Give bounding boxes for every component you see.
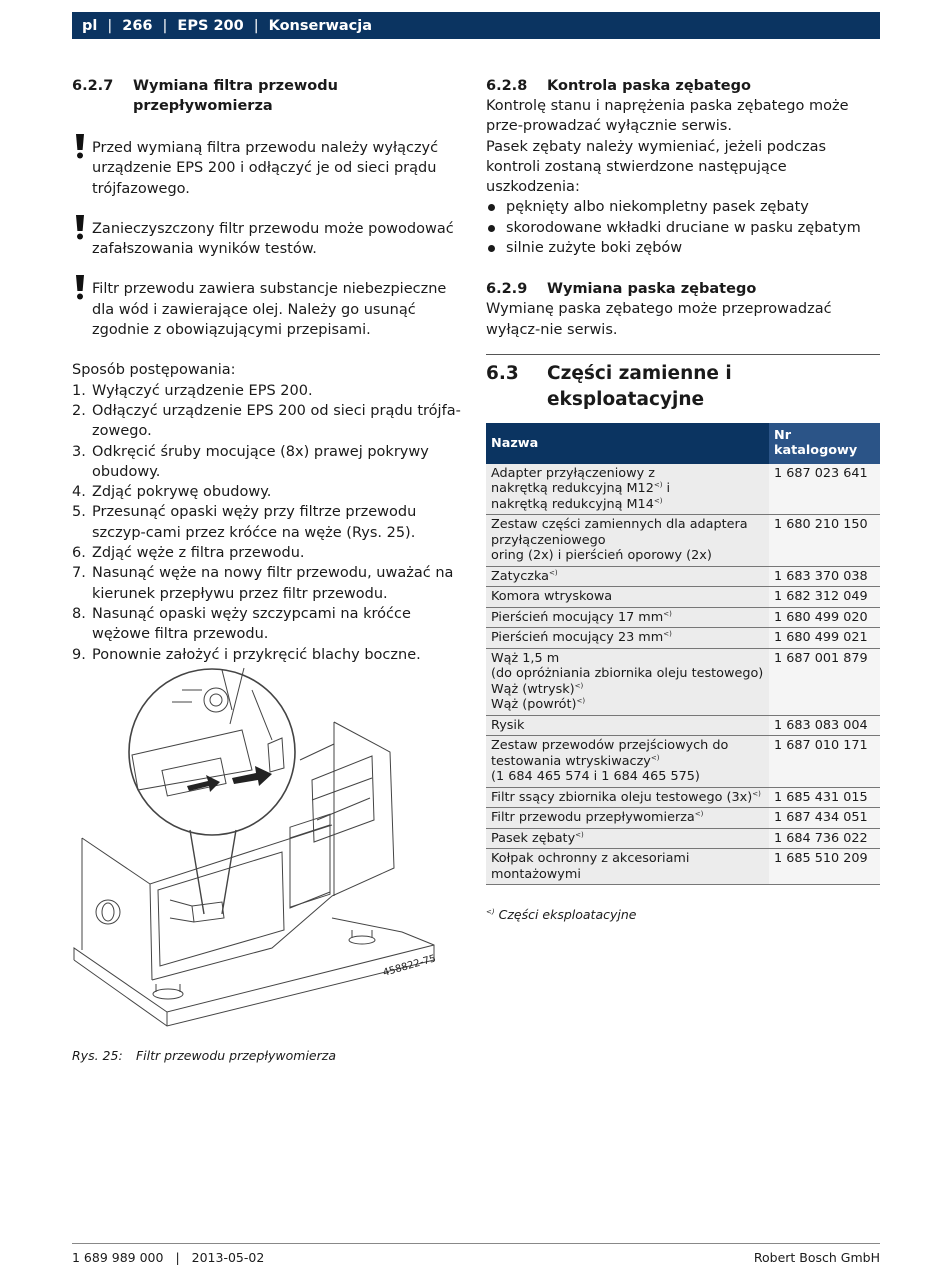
list-item: 4. Zdjąć pokrywę obudowy.	[72, 484, 272, 501]
table-row	[486, 715, 880, 736]
list-item: pęknięty albo niekompletny pasek zębaty	[486, 197, 880, 217]
part-name: Kołpak ochronny z akcesoriami montażowymi	[486, 849, 769, 885]
table-row	[486, 828, 880, 849]
procedure-steps	[72, 381, 464, 665]
footnote-text: Części eksploatacyjne	[498, 907, 637, 923]
part-name: Pasek zębaty<)	[486, 828, 769, 849]
header-separator: |	[253, 17, 259, 34]
footer-company: Robert Bosch GmbH	[753, 1250, 880, 1265]
catalog-number: 1 680 210 150	[769, 515, 880, 567]
damage-list	[486, 197, 880, 258]
warning-note	[72, 138, 464, 199]
table-row	[486, 787, 880, 808]
footnote-marker: <)	[486, 908, 495, 917]
list-item: 9. Ponownie założyć i przykręcić blachy boczne.	[72, 646, 421, 663]
section-heading-6-2-9	[486, 279, 880, 299]
part-name: Zestaw przewodów przejściowych do testowania wtryskiwaczy<) (1 684 465 574 i 1 684 465 575)	[486, 736, 769, 788]
footer-left	[72, 1250, 264, 1265]
section-title: Wymiana filtra przewodu przepływomierza	[133, 78, 338, 114]
list-item: skorodowane wkładki druciane w pasku zębatym	[486, 218, 880, 238]
part-name: Adapter przyłączeniowy z nakrętką redukcyjną M12<) i nakrętką redukcyjną M14<)	[486, 464, 769, 515]
section-title: Części zamienne i eksploatacyjne	[547, 362, 732, 410]
list-item: 2. Odłączyć urządzenie EPS 200 od sieci prądu trójfa-zowego.	[72, 402, 461, 440]
catalog-number: 1 687 001 879	[769, 648, 880, 715]
section-heading-6-2-7	[72, 76, 464, 116]
figure-caption	[72, 1048, 336, 1063]
list-item: 7. Nasunąć węże na nowy filtr przewodu, uważać na kierunek przepływu przez filtr przewodu.	[72, 565, 454, 602]
table-row	[486, 607, 880, 628]
exclamation-icon	[74, 215, 86, 241]
paragraph: Wymianę paska zębatego może przeprowadzać wyłącz-nie serwis.	[486, 301, 832, 338]
footer-divider	[72, 1243, 880, 1244]
header-page-number: 266	[122, 17, 153, 34]
table-row	[486, 566, 880, 587]
catalog-number: 1 683 083 004	[769, 715, 880, 736]
section-title: Wymiana paska zębatego	[547, 281, 757, 298]
part-name: Rysik	[486, 715, 769, 736]
list-item: 3. Odkręcić śruby mocujące (8x) prawej pokrywy obudowy.	[72, 443, 429, 480]
doc-date: 2013-05-02	[191, 1250, 265, 1265]
footer-separator: |	[175, 1250, 180, 1265]
header-lang: pl	[82, 17, 98, 34]
caption-label: Rys. 25:	[72, 1048, 123, 1063]
exclamation-icon	[74, 275, 86, 301]
catalog-number: 1 680 499 020	[769, 607, 880, 628]
paragraph: Kontrolę stanu i naprężenia paska zębatego może prze-prowadzać wyłącznie serwis.	[486, 98, 849, 135]
table-row	[486, 628, 880, 649]
warning-text: Filtr przewodu zawiera substancje niebezpieczne dla wód i zawierające olej. Należy go usunąć zgodnie z obowiązującymi przepisami.	[92, 281, 447, 339]
header-chapter: Konserwacja	[268, 17, 373, 34]
parts-table	[486, 423, 880, 886]
section-number: 6.2.8	[486, 78, 528, 94]
warning-text: Przed wymianą filtra przewodu należy wyłączyć urządzenie EPS 200 i odłączyć je od sieci prądu trójfazowego.	[92, 140, 439, 197]
warning-note	[72, 219, 464, 260]
section-number: 6.3	[486, 362, 519, 384]
warning-text: Zanieczyszczony filtr przewodu może powodować zafałszowania wyników testów.	[92, 220, 454, 258]
table-header-row	[486, 423, 880, 464]
column-header-catalog: Nr katalogowy	[769, 423, 880, 464]
exclamation-icon	[74, 134, 86, 160]
part-name: Komora wtryskowa	[486, 587, 769, 608]
doc-number: 1 689 989 000	[72, 1250, 164, 1265]
catalog-number: 1 684 736 022	[769, 828, 880, 849]
section-heading-6-2-8	[486, 76, 880, 96]
warning-note	[72, 279, 464, 340]
catalog-number: 1 680 499 021	[769, 628, 880, 649]
part-name: Zatyczka<)	[486, 566, 769, 587]
header-product: EPS 200	[177, 17, 244, 34]
catalog-number: 1 685 431 015	[769, 787, 880, 808]
procedure-title: Sposób postępowania:	[72, 362, 236, 379]
list-item: 1. Wyłączyć urządzenie EPS 200.	[72, 382, 313, 399]
page-header	[72, 12, 880, 39]
table-row	[486, 587, 880, 608]
part-name: Filtr przewodu przepływomierza<)	[486, 808, 769, 829]
catalog-number: 1 683 370 038	[769, 566, 880, 587]
paragraph: Pasek zębaty należy wymieniać, jeżeli podczas kontroli zostaną stwierdzone następujące uszkodzenia:	[486, 138, 827, 196]
section-heading-6-3	[486, 354, 880, 413]
header-separator: |	[162, 17, 168, 34]
table-row	[486, 515, 880, 567]
catalog-number: 1 685 510 209	[769, 849, 880, 885]
caption-text: Filtr przewodu przepływomierza	[135, 1048, 336, 1063]
part-name: Zestaw części zamiennych dla adaptera przyłączeniowego oring (2x) i pierścień oporowy (2x)	[486, 515, 769, 567]
part-name: Wąż 1,5 m (do opróżniania zbiornika oleju testowego) Wąż (wtrysk)<) Wąż (powrót)<)	[486, 648, 769, 715]
table-row	[486, 648, 880, 715]
left-column	[72, 76, 464, 665]
footnote	[486, 905, 880, 925]
list-item: silnie zużyte boki zębów	[486, 238, 880, 258]
section-number: 6.2.9	[486, 281, 528, 298]
list-item: 5. Przesunąć opaski węży przy filtrze przewodu szczyp-cami przez króćce na węże (Rys. 25).	[72, 504, 417, 541]
section-number: 6.2.7	[72, 78, 114, 94]
part-name: Pierścień mocujący 17 mm<)	[486, 607, 769, 628]
list-item: 8. Nasunąć opaski węży szczypcami na króćce wężowe filtra przewodu.	[72, 605, 411, 643]
section-title: Kontrola paska zębatego	[547, 78, 751, 94]
right-column	[486, 76, 880, 926]
part-name: Pierścień mocujący 23 mm<)	[486, 628, 769, 649]
filter-illustration	[72, 660, 442, 1032]
header-separator: |	[107, 17, 113, 34]
table-row	[486, 464, 880, 515]
table-row	[486, 849, 880, 885]
column-header-name: Nazwa	[486, 423, 769, 464]
table-row	[486, 736, 880, 788]
catalog-number: 1 682 312 049	[769, 587, 880, 608]
catalog-number: 1 687 023 641	[769, 464, 880, 515]
catalog-number: 1 687 010 171	[769, 736, 880, 788]
part-name: Filtr ssący zbiornika oleju testowego (3x)<)	[486, 787, 769, 808]
catalog-number: 1 687 434 051	[769, 808, 880, 829]
list-item: 6. Zdjąć węże z filtra przewodu.	[72, 545, 305, 562]
figure-code: 458822-75	[381, 953, 438, 979]
table-row	[486, 808, 880, 829]
